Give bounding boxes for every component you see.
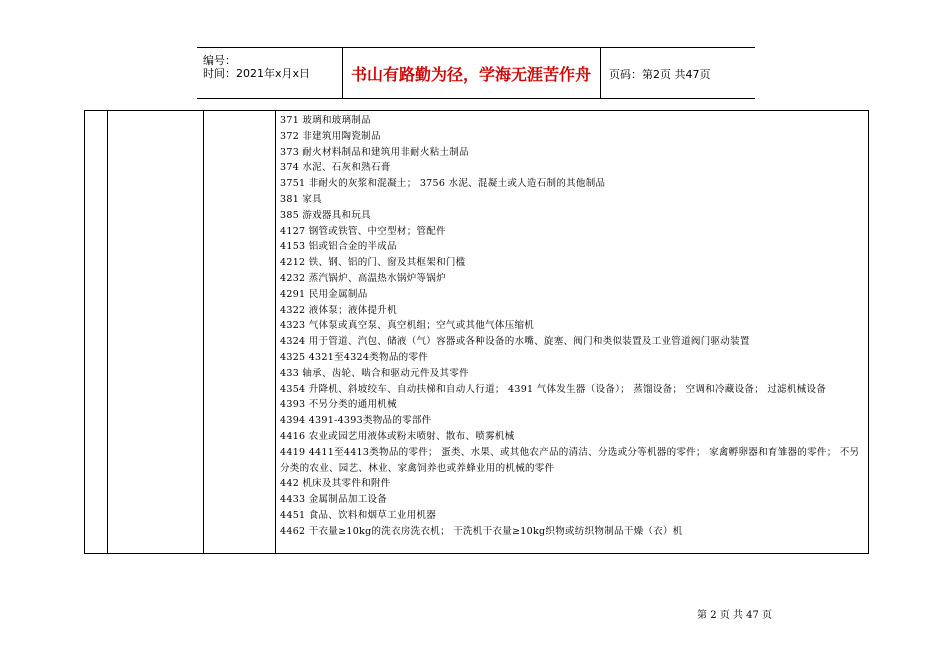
list-item: 4291 民用金属制品 <box>280 288 368 300</box>
list-item: 4153 铝或铝合金的半成品 <box>280 241 397 253</box>
number-label: 编号： <box>203 54 236 67</box>
header-left <box>203 54 310 80</box>
product-table <box>84 110 869 554</box>
list-item: 4325 4321至4324类物品的零件 <box>280 351 429 363</box>
list-item: 4232 蒸汽锅炉、高温热水锅炉等锅炉 <box>280 272 446 284</box>
list-item: 385 游戏器具和玩具 <box>280 209 371 221</box>
column-divider <box>203 111 204 553</box>
page-code: 页码：第2页 共47页 <box>609 68 711 81</box>
date-label: 时间：2021年x月x日 <box>203 67 311 80</box>
column-divider <box>107 111 108 553</box>
page-footer: 第 2 页 共 47 页 <box>697 610 772 621</box>
list-item: 371 玻璃和玻璃制品 <box>280 115 371 126</box>
list-item: 381 家具 <box>280 193 322 205</box>
list-item: 4212 铁、钢、铝的门、窗及其框架和门槛 <box>280 257 466 269</box>
header-divider <box>600 48 601 98</box>
list-item: 373 耐火材料制品和建筑用非耐火粘土制品 <box>280 146 469 158</box>
list-item: 4433 金属制品加工设备 <box>280 494 388 506</box>
list-item: 4419 4411至4413类物品的零件； 蛋类、水果、或其他农产品的清洁、分选或分等机器的零件； 家禽孵卵器和育雏器的零件； 不另分类的农业、园艺、林业、家禽饲养也或养蜂业用的机械的零件 <box>280 446 860 474</box>
list-item: 4324 用于管道、汽包、储液（气）容器或各种设备的水嘴、旋塞、阀门和类似装置及工业管道阀门驱动装置 <box>280 336 750 348</box>
list-item: 4393 不另分类的通用机械 <box>280 399 397 411</box>
list-item: 433 轴承、齿轮、啮合和驱动元件及其零件 <box>280 367 469 379</box>
header-motto: 书山有路勤为径，学海无涯苦作舟 <box>350 64 591 84</box>
list-item: 372 非建筑用陶瓷制品 <box>280 130 381 142</box>
list-item: 374 水泥、石灰和熟石膏 <box>280 162 391 174</box>
page-header <box>197 47 755 99</box>
list-item: 4416 农业或园艺用液体或粉末喷射、散布、喷雾机械 <box>280 430 515 442</box>
product-list <box>280 113 865 540</box>
list-item: 4322 液体泵；液体提升机 <box>280 304 397 316</box>
list-item: 4127 钢管或铁管、中空型材；管配件 <box>280 225 446 237</box>
list-item: 442 机床及其零件和附件 <box>280 478 391 490</box>
column-divider <box>275 111 276 553</box>
list-item: 4323 气体泵或真空泵、真空机组；空气或其他气体压缩机 <box>280 320 535 332</box>
list-item: 4451 食品、饮料和烟草工业用机器 <box>280 509 437 521</box>
list-item: 3751 非耐火的灰浆和混凝土； 3756 水泥、混凝土或人造石制的其他制品 <box>280 178 606 190</box>
list-item: 4394 4391-4393类物品的零部件 <box>280 415 432 427</box>
list-item: 4354 升降机、斜坡绞车、自动扶梯和自动人行道； 4391 气体发生器（设备）； 蒸馏设备； 空调和冷藏设备； 过滤机械设备 <box>280 383 827 395</box>
list-item: 4462 干衣量≥10kg的洗衣房洗衣机； 干洗机干衣量≥10kg织物或纺织物制品干燥（衣）机 <box>280 525 683 537</box>
